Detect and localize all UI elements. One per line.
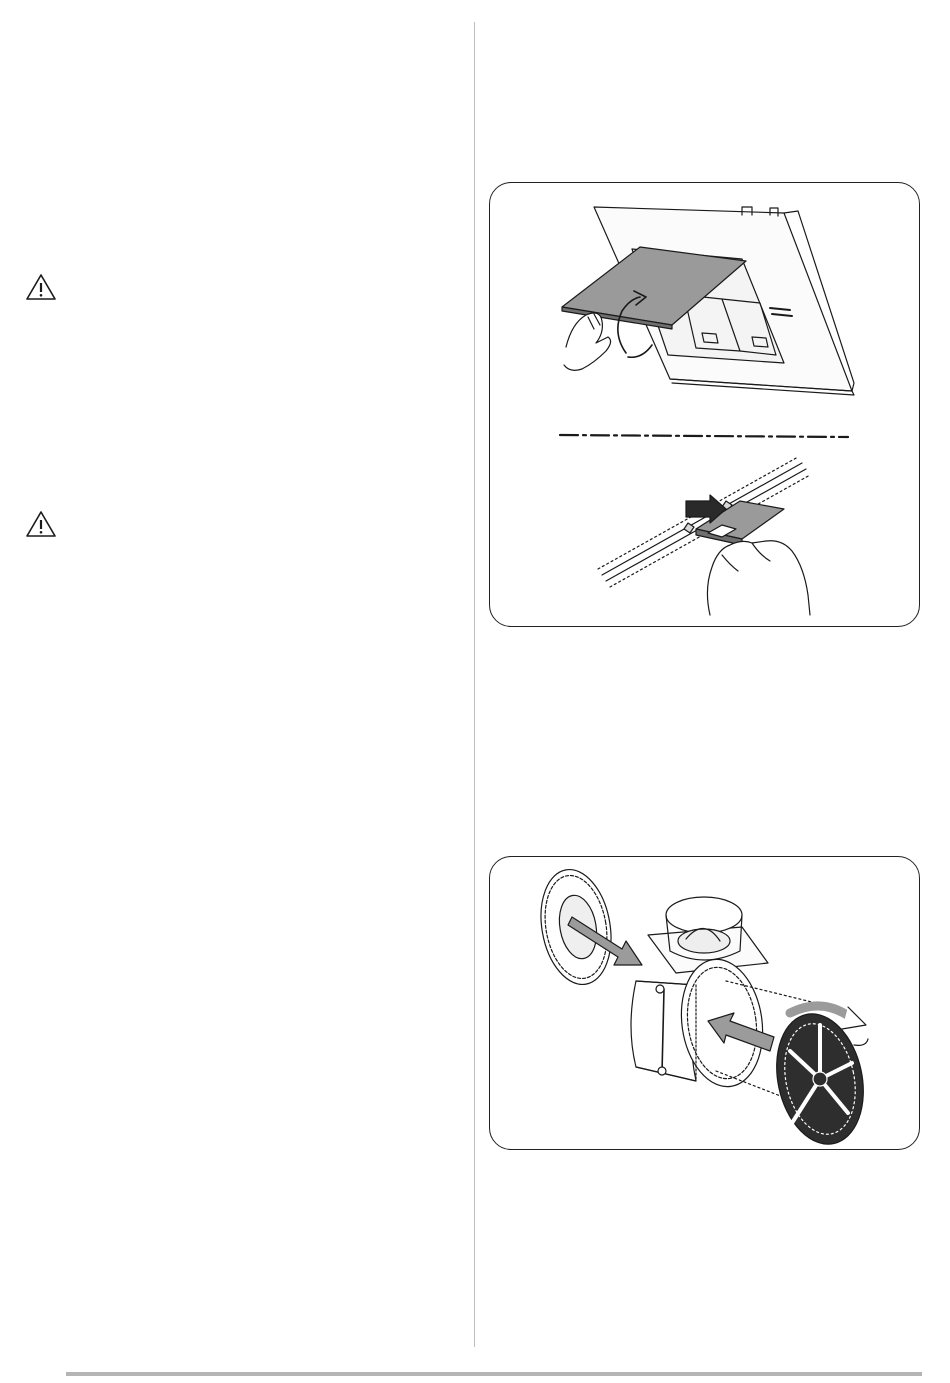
charcoal-filter-installation-figure	[489, 856, 920, 1150]
footer-rule	[66, 1372, 922, 1376]
column-divider	[474, 22, 475, 1347]
warning-triangle-icon	[25, 273, 57, 301]
warning-triangle-icon	[25, 510, 57, 538]
grease-filter-removal-figure	[489, 182, 920, 627]
charcoal-filter-installation-icon	[490, 857, 919, 1149]
grease-filter-removal-icon	[490, 183, 919, 626]
